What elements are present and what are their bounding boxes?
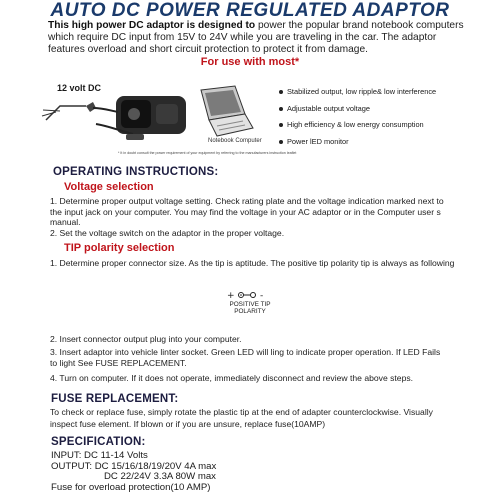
spec-input: INPUT: DC 11-14 Volts (51, 450, 148, 461)
feature-list (279, 84, 436, 150)
footnote: * It in doubt consult the power requirement of your equipment by referring to the manufacturers instruction leaflet (118, 151, 297, 155)
voltage-step-1: 1. Determine proper output voltage setting. Check rating plate and the voltage indication marked next to the input jack on your computer. You may find the voltage in your AC adaptor or in the Computer user s manual. (50, 196, 444, 228)
step-2: 2. Insert connector output plug into your computer. (50, 334, 242, 344)
page-title: AUTO DC POWER REGULATED ADAPTOR (50, 0, 450, 21)
spec-output-2: DC 22/24V 3.3A 80W max (104, 471, 216, 483)
car-adapter-illustration (38, 90, 188, 146)
notebook-label: Notebook Computer (208, 138, 262, 144)
polarity-caption: POSITIVE TIP POLARITY (229, 301, 271, 316)
feature-item: Stabilized output, low ripple& low interference (279, 84, 436, 101)
bullet-icon (279, 90, 283, 94)
specification-block (51, 451, 451, 493)
feature-item: High efficiency & low energy consumption (279, 117, 436, 134)
voltage-step-2: 2. Set the voltage switch on the adaptor in the proper voltage. (50, 228, 285, 238)
spec-output-1: OUTPUT: DC 15/16/18/19/20V 4A max (51, 460, 217, 472)
polarity-symbol-icon (227, 289, 273, 301)
tip-polarity-heading: TIP polarity selection (64, 242, 175, 254)
spec-fuse: Fuse for overload protection(10 AMP) (51, 481, 211, 493)
step-3: 3. Insert adaptor into vehicle linter socket. Green LED will ling to indicate proper operation. If LED Fails to light See FUSE REPLACEMENT. (50, 347, 441, 368)
fuse-heading: FUSE REPLACEMENT: (51, 393, 179, 405)
intro-rest: power the popular brand notebook computers which require DC input from 15V to 24V while you are traveling in the car. The adaptor features overload and short circuit protection to protect it from damage. (48, 20, 464, 56)
svg-text:+: + (227, 291, 235, 301)
step-4: 4. Turn on computer. If it does not operate, immediately disconnect and review the above steps. (50, 373, 414, 383)
bullet-icon (279, 140, 283, 144)
feature-item: Adjustable output voltage (279, 101, 436, 118)
tip-step-1: 1. Determine proper connector size. As the tip is aptitude. The positive tip polarity tip is always as following (50, 258, 455, 268)
svg-text:-: - (260, 291, 264, 301)
bullet-icon (279, 107, 283, 111)
feature-item: Power lED monitor (279, 134, 436, 151)
bullet-icon (279, 123, 283, 127)
specification-heading: SPECIFICATION: (51, 436, 146, 448)
intro-bold: This high power DC adaptor is designed to (48, 20, 256, 31)
operating-heading: OPERATING INSTRUCTIONS: (53, 166, 219, 178)
fuse-text: To check or replace fuse, simply rotate the plastic tip at the end of adapter counterclockwise. Visually inspect fuse element. If blown or if you are unsure, replace fuse(10AMP) (50, 407, 433, 429)
intro-paragraph (48, 20, 468, 57)
voltage-selection-heading: Voltage selection (64, 181, 154, 193)
notebook-computer-illustration (195, 84, 255, 140)
use-most-heading: For use with most* (200, 56, 300, 68)
volt-label: 12 volt DC (57, 83, 102, 93)
